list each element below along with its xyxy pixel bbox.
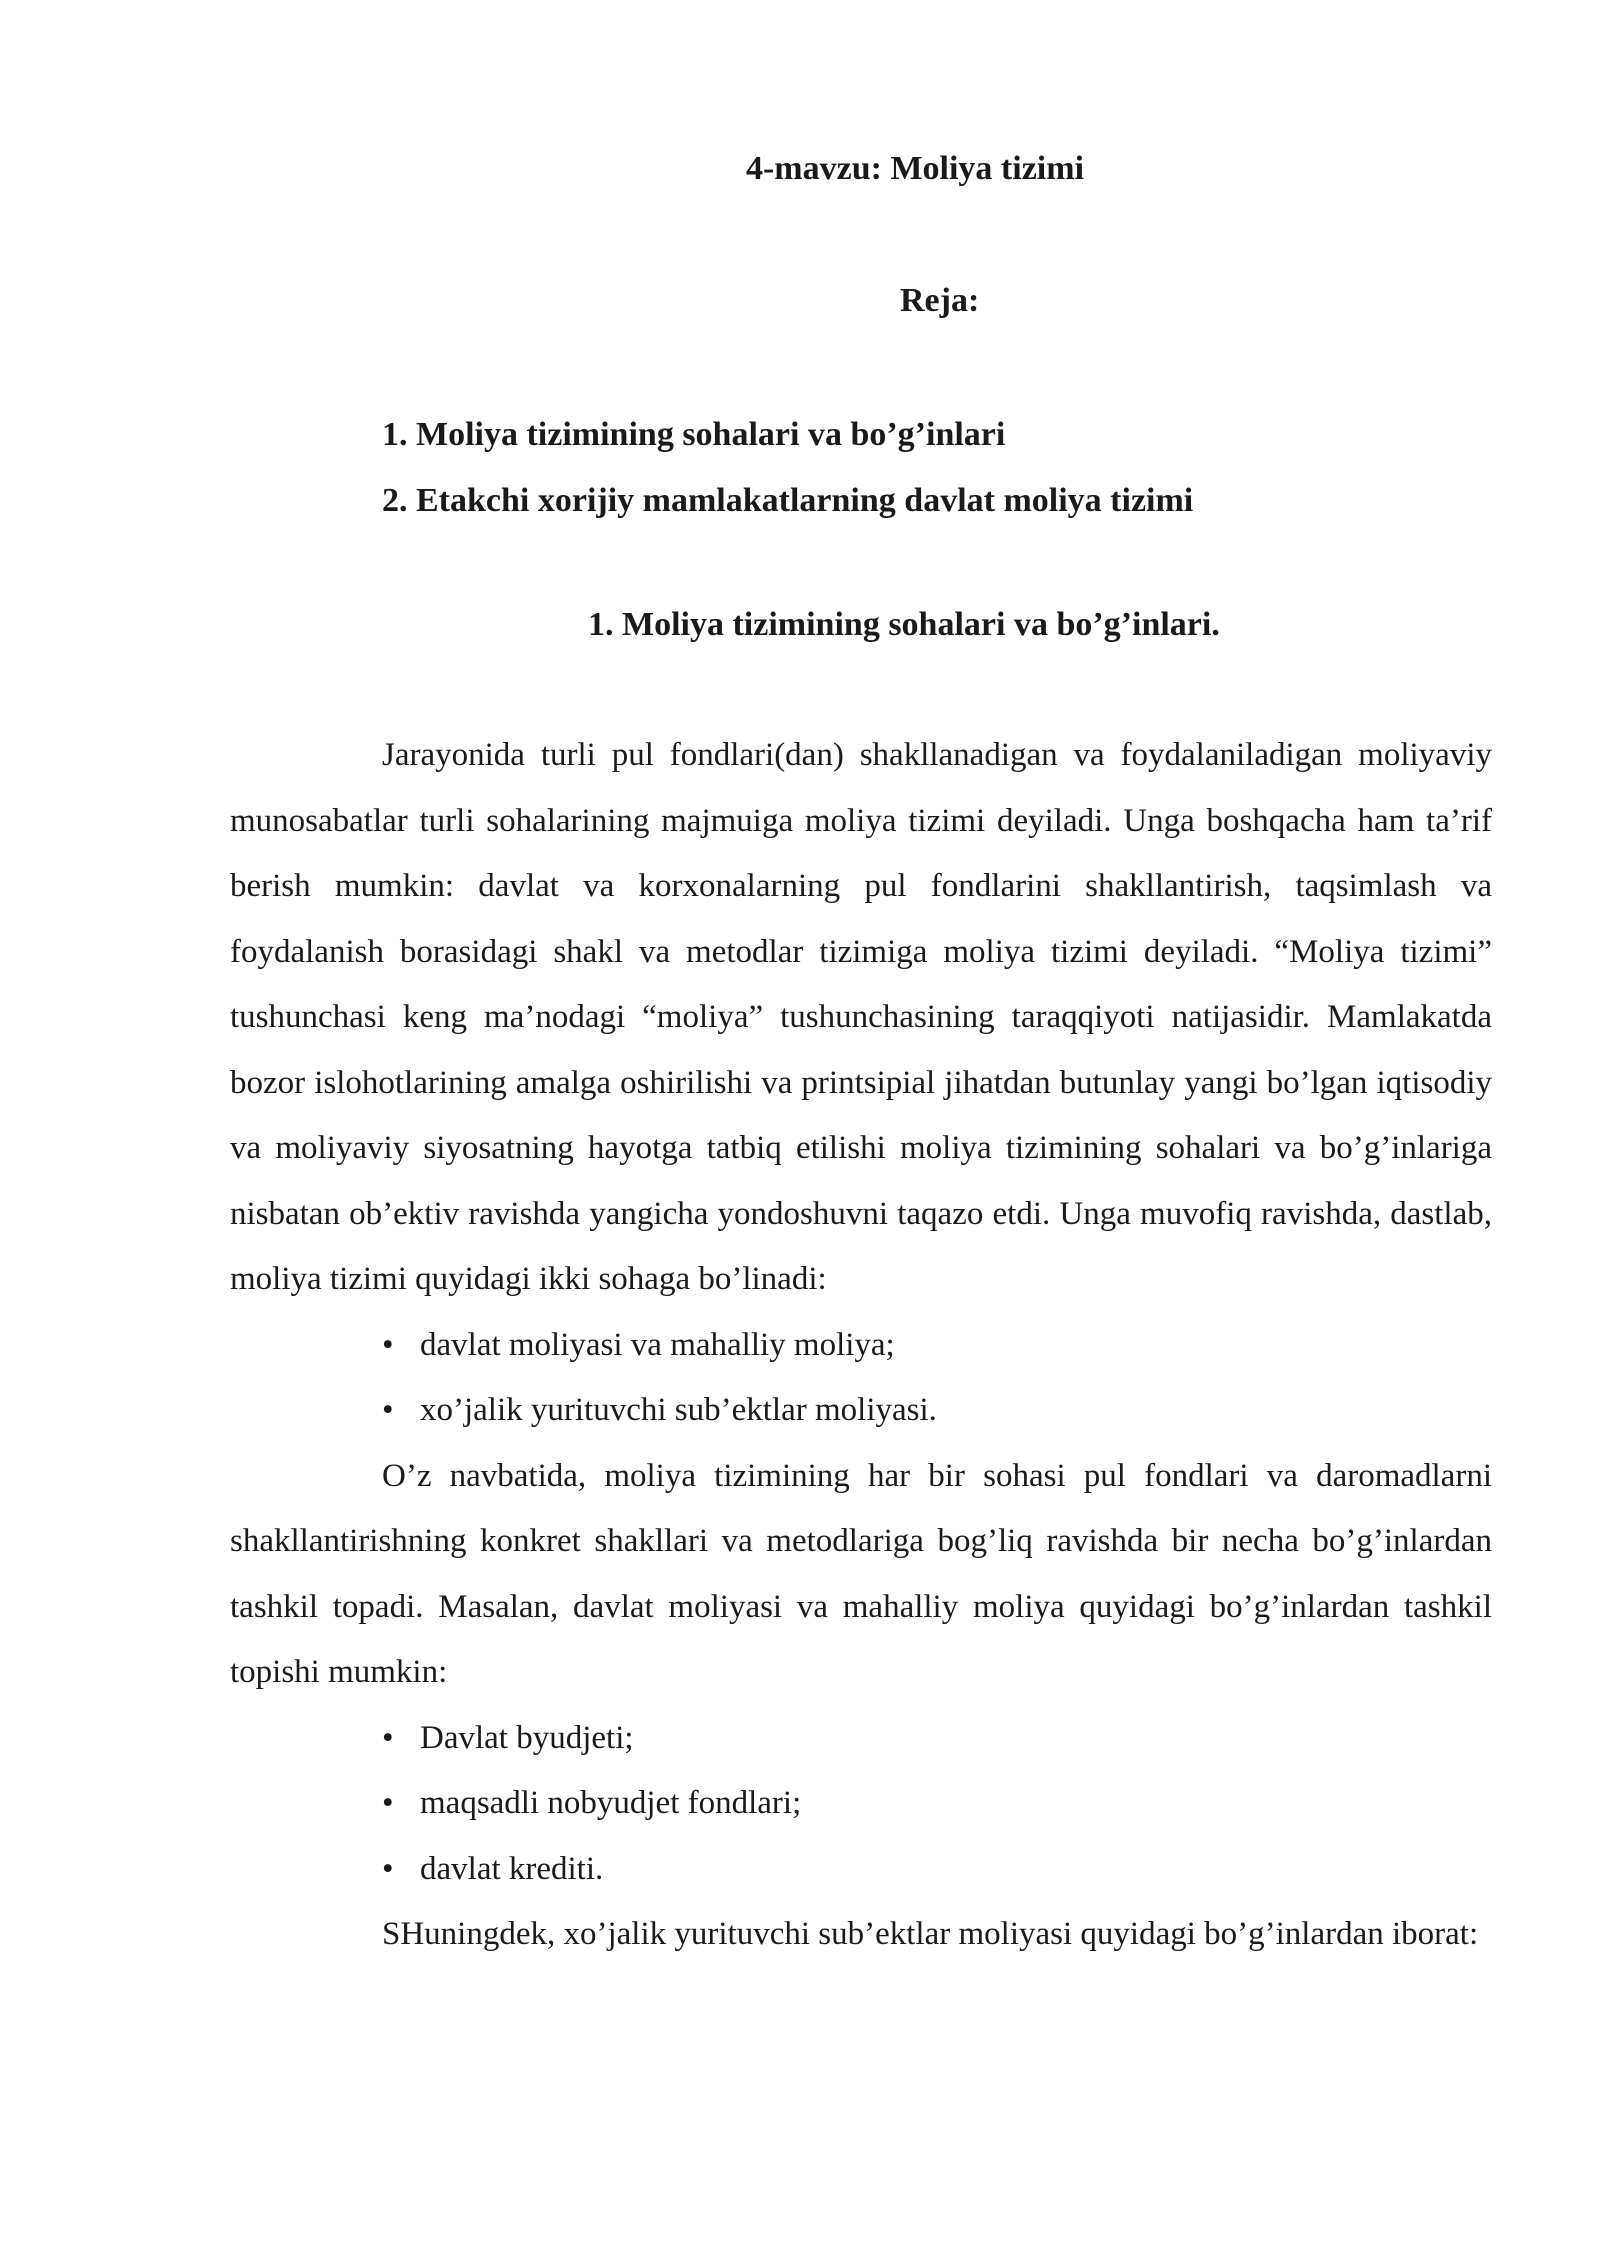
bullet-icon: • bbox=[382, 1850, 394, 1887]
paragraph-3 bbox=[230, 1902, 1492, 1968]
title-text: 4-mavzu: Moliya tizimi bbox=[745, 150, 1085, 187]
bullet-icon: • bbox=[382, 1719, 394, 1756]
list-item bbox=[230, 1837, 1492, 1903]
body-text bbox=[230, 723, 1492, 1968]
list-item bbox=[230, 1313, 1492, 1379]
plan-item: 1. Moliya tizimining sohalari va bo’g’inlari bbox=[382, 416, 1006, 453]
paragraph-1 bbox=[230, 723, 1492, 1313]
list-item bbox=[230, 1378, 1492, 1444]
list-item bbox=[230, 1771, 1492, 1837]
list-item-text: davlat krediti. bbox=[420, 1850, 604, 1887]
paragraph-2-text: O’z navbatida, moliya tizimining har bir sohasi pul fondlari va daromadlarni shakllantirishning konkret shakllari va metodlariga bog’liq ravishda bir necha bo’g’inlardan tashkil topadi. Masalan, davlat moliyasi va mahalliy moliya quyidagi bo’g’inlardan tashkil topishi mumkin: bbox=[230, 1457, 1492, 1690]
bullet-icon: • bbox=[382, 1326, 394, 1363]
list-item-text: xo’jalik yurituvchi sub’ektlar moliyasi. bbox=[420, 1392, 937, 1428]
paragraph-1-text: Jarayonida turli pul fondlari(dan) shakllanadigan va foydalaniladigan moliyaviy munosabatlar turli sohalarining majmuiga moliya tizimi deyiladi. Unga boshqacha ham ta’rif berish mumkin: davlat va korxonalarning pul fondlarini shakllantirish, taqsimlash va foydalanish borasidagi shakl va metodlar tizimiga moliya tizimi deyiladi. “Moliya tizimi” tushunchasi keng ma’nodagi “moliya” tushunchasining taraqqiyoti natijasidir. Mamlakatda bozor islohotlarining amalga oshirilishi va printsipial jihatdan butunlay yangi bo’lgan iqtisodiy va moliyaviy siyosatning hayotga tatbiq etilishi moliya tizimining sohalari va bo’g’inlariga nisbatan ob’ektiv ravishda yangicha yondoshuvni taqazo etdi. Unga muvofiq ravishda, dastlab, moliya tizimi quyidagi ikki sohaga bo’linadi: bbox=[230, 737, 1492, 1297]
section-heading: 1. Moliya tizimining sohalari va bo’g’inlari. bbox=[588, 606, 1220, 643]
bullet-icon: • bbox=[382, 1392, 394, 1428]
plan-list bbox=[382, 410, 1193, 542]
document-title bbox=[0, 150, 1600, 188]
plan-item: 2. Etakchi xorijiy mamlakatlarning davlat moliya tizimi bbox=[382, 482, 1194, 519]
bullet-list-1 bbox=[230, 1313, 1492, 1444]
bullet-icon: • bbox=[382, 1785, 394, 1821]
list-item bbox=[230, 1706, 1492, 1772]
paragraph-3-text: SHuningdek, xo’jalik yurituvchi sub’ektlar moliyasi quyidagi bo’g’inlardan iborat: bbox=[382, 1916, 1479, 1952]
paragraph-2 bbox=[230, 1444, 1492, 1706]
bullet-list-2 bbox=[230, 1706, 1492, 1903]
plan-heading: Reja: bbox=[900, 282, 980, 319]
list-item-text: davlat moliyasi va mahalliy moliya; bbox=[420, 1326, 895, 1363]
list-item-text: maqsadli nobyudjet fondlari; bbox=[420, 1785, 802, 1821]
list-item-text: Davlat byudjeti; bbox=[420, 1719, 634, 1756]
